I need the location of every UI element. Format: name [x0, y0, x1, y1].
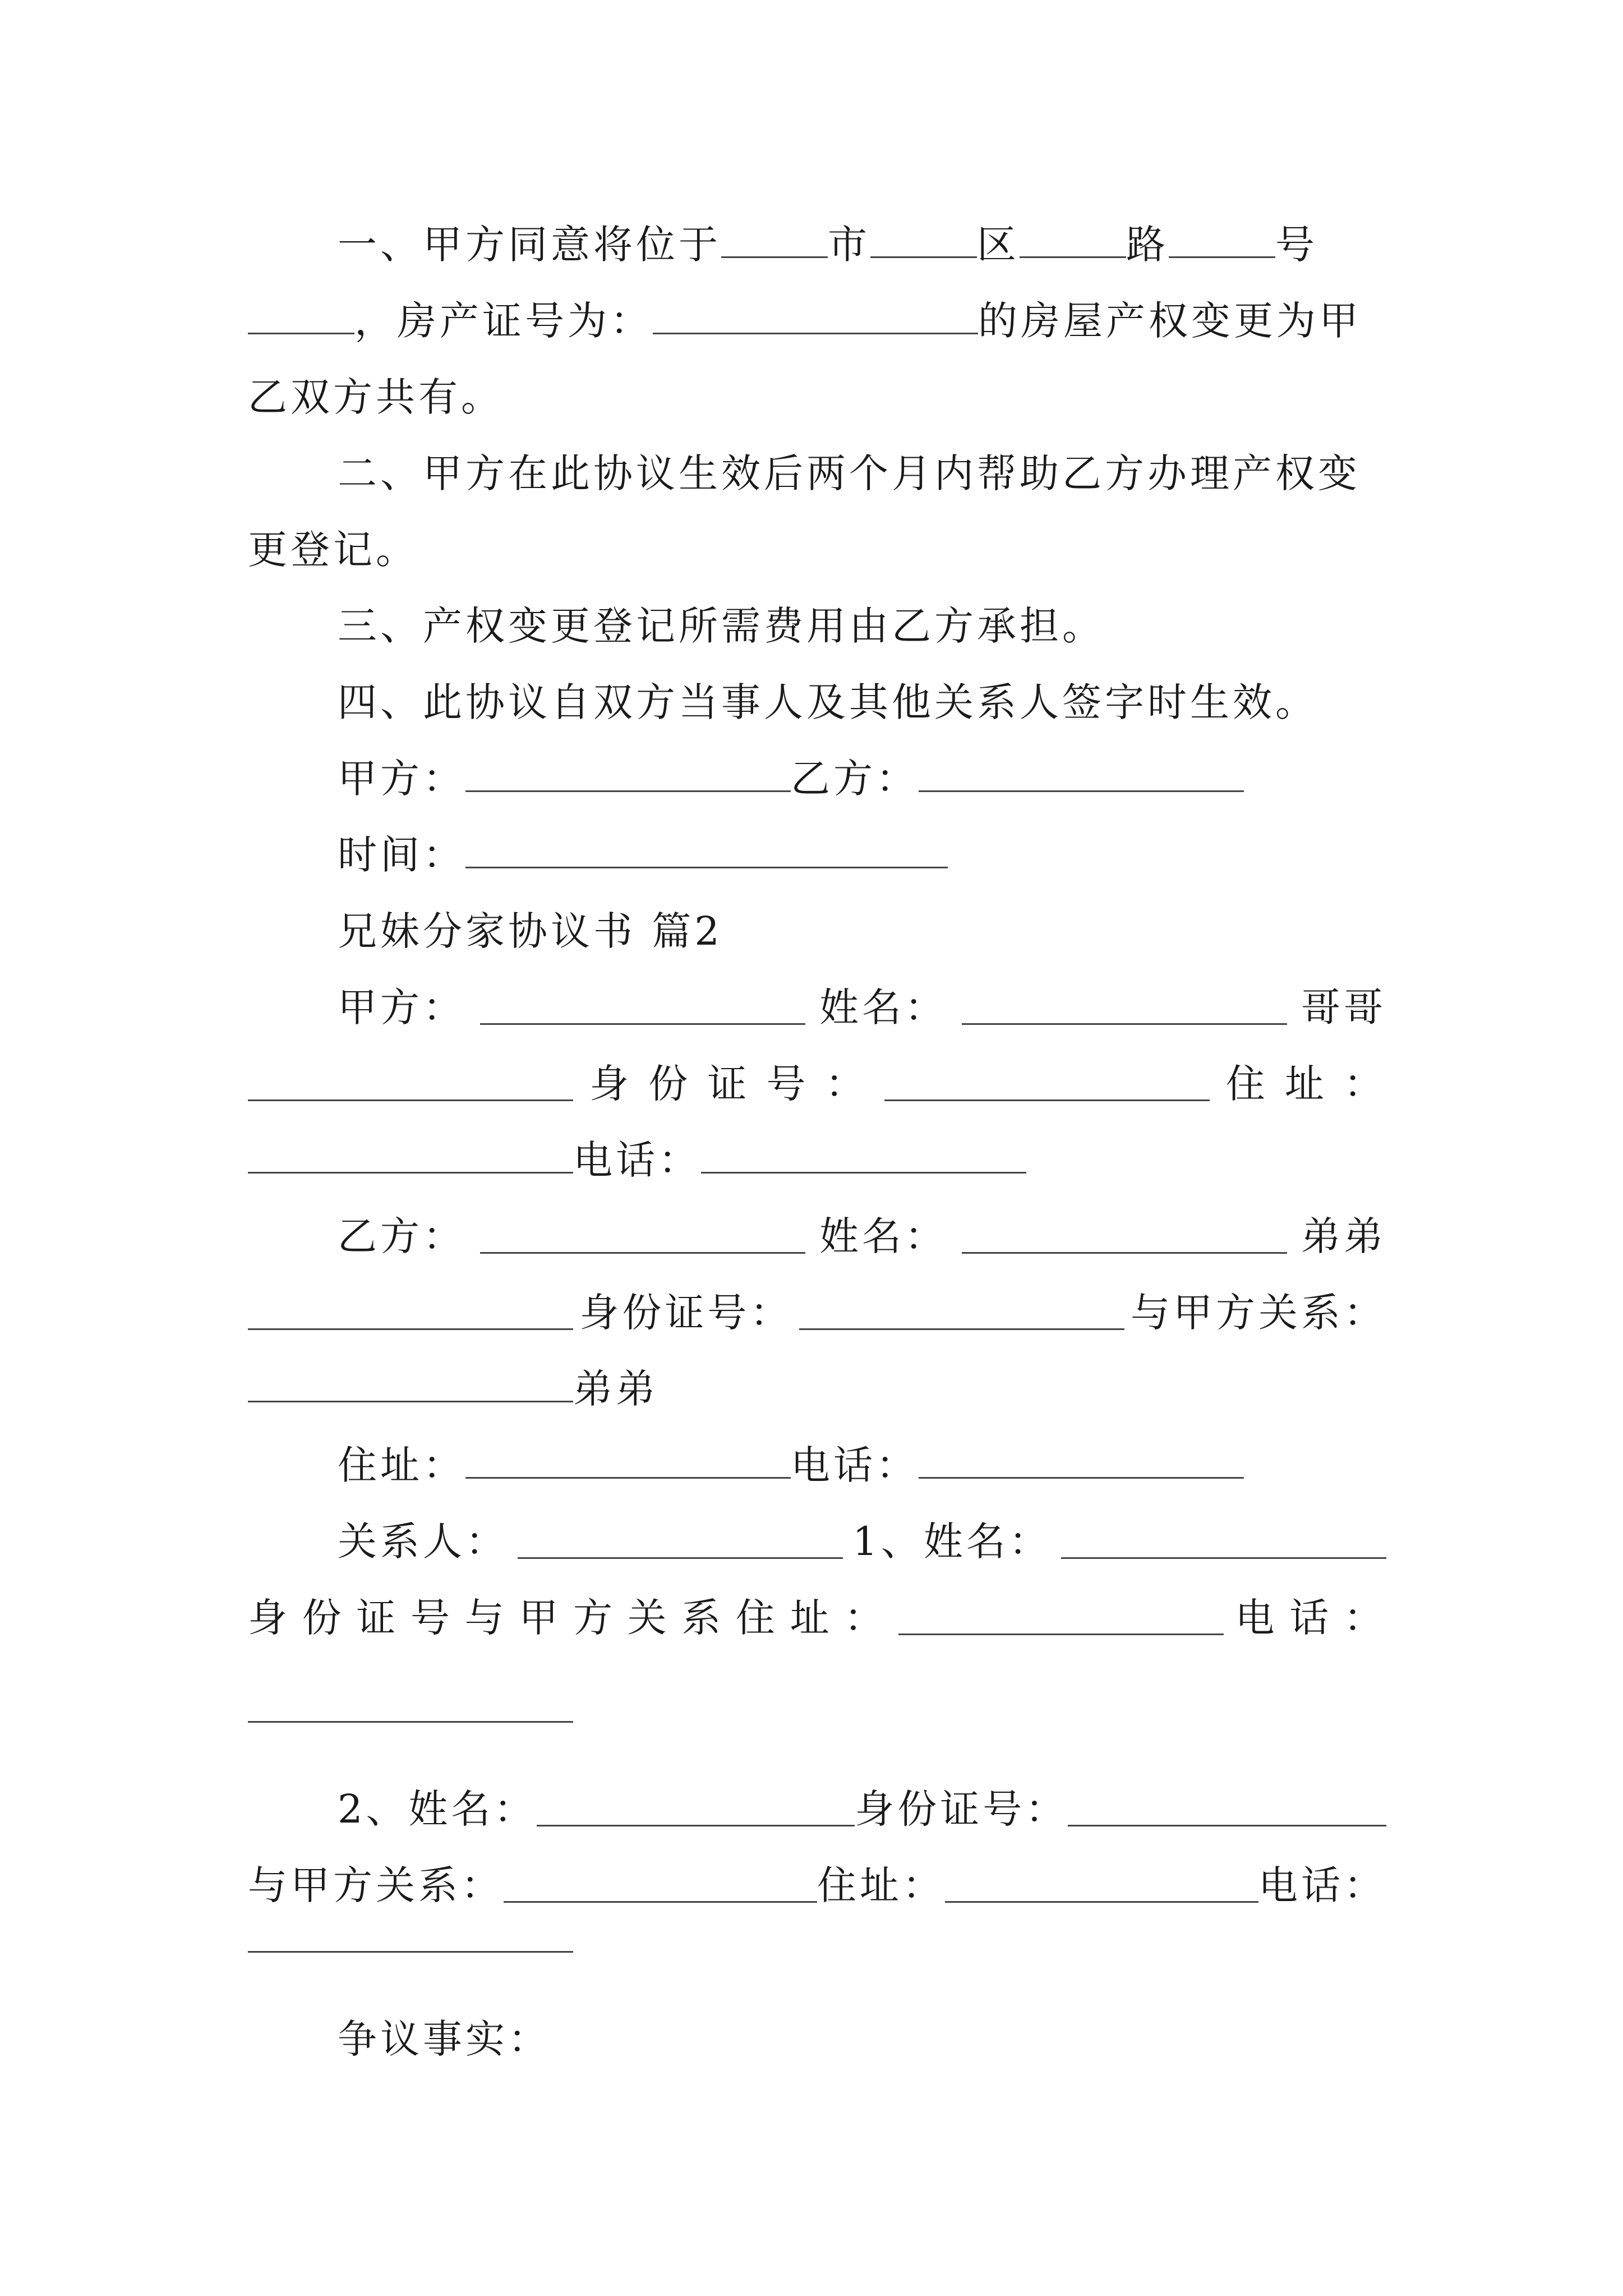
- road-blank: [1020, 224, 1126, 258]
- property-cert-blank: [653, 300, 978, 334]
- city-blank: [721, 224, 828, 258]
- related-2-line-1: 2、姓名： 身份证号：: [338, 1770, 1386, 1848]
- clause-1-line-1: 一、甲方同意将位于 市 区 路 号: [338, 222, 1318, 268]
- clause-1-line-2: ，房产证号为： 的房屋产权变更为甲: [248, 282, 1386, 360]
- party-b-id-blank: [799, 1296, 1124, 1330]
- party-b-line-2: 身份证号： 与甲方关系：: [248, 1274, 1386, 1351]
- party-b-blank: [480, 1220, 805, 1254]
- time-line: 时间：: [338, 816, 1386, 894]
- party-b-name-blank: [962, 1220, 1287, 1254]
- signature-line: 甲方： 乙方：: [338, 740, 1386, 817]
- party-a-blank: [480, 991, 805, 1025]
- related-1-phone-blank: [248, 1721, 573, 1723]
- related-1-address-blank: [898, 1601, 1224, 1635]
- district-blank: [870, 224, 977, 258]
- party-a-name-blank: [962, 991, 1287, 1025]
- party-a-line-2: 身 份 证 号 ： 住 址 ：: [248, 1045, 1386, 1122]
- party-a-id-blank: [884, 1067, 1210, 1101]
- party-b-phone-blank: [919, 1444, 1244, 1479]
- party-b-line-4: 住址： 电话：: [338, 1427, 1386, 1504]
- related-blank: [518, 1525, 843, 1559]
- related-2-phone-blank: [248, 1951, 573, 1953]
- party-a-address-blank: [248, 1139, 573, 1174]
- number-blank: [1169, 224, 1275, 258]
- party-b-address-blank: [465, 1444, 791, 1479]
- dispute-label: 争议事实：: [338, 2016, 551, 2062]
- clause-4: 四、此协议自双方当事人及其他关系人签字时生效。: [338, 679, 1318, 725]
- related-line-1: 关系人： 1、姓名：: [338, 1503, 1386, 1580]
- related-2-address-blank: [945, 1869, 1258, 1903]
- related-2-line-2: 与甲方关系： 住址： 电话：: [248, 1862, 1386, 1908]
- clause-1-line-3: 乙双方共有。: [248, 374, 504, 420]
- related-2-name-blank: [537, 1792, 855, 1826]
- related-1-name-blank: [1061, 1525, 1386, 1559]
- party-a-name-cont-blank: [248, 1067, 573, 1101]
- party-a-line-3: 电话：: [248, 1121, 1386, 1199]
- time-blank: [465, 834, 948, 868]
- party-b-name-cont-blank: [248, 1296, 573, 1330]
- section-title: 兄妹分家协议书 篇2: [338, 908, 723, 954]
- party-b-line-1: 乙方： 姓名： 弟弟: [338, 1213, 1386, 1259]
- related-2-id-blank: [1068, 1792, 1386, 1826]
- party-b-relation-blank: [248, 1368, 573, 1402]
- party-a-line-1: 甲方： 姓名： 哥哥: [338, 984, 1386, 1030]
- party-b-line-3: 弟弟: [248, 1350, 1386, 1428]
- number-cont-blank: [248, 300, 354, 334]
- clause-2-line-1: 二、甲方在此协议生效后两个月内帮助乙方办理产权变: [338, 450, 1361, 496]
- clause-2-line-2: 更登记。: [248, 527, 418, 573]
- party-a-signature-blank: [465, 758, 791, 792]
- party-a-phone-blank: [701, 1139, 1026, 1174]
- related-2-relation-blank: [504, 1869, 817, 1903]
- party-b-signature-blank: [919, 758, 1244, 792]
- related-line-2: 身 份 证 号 与 甲 方 关 系 住 址 ： 电 话 ：: [248, 1595, 1386, 1641]
- clause-3: 三、产权变更登记所需费用由乙方承担。: [338, 603, 1105, 649]
